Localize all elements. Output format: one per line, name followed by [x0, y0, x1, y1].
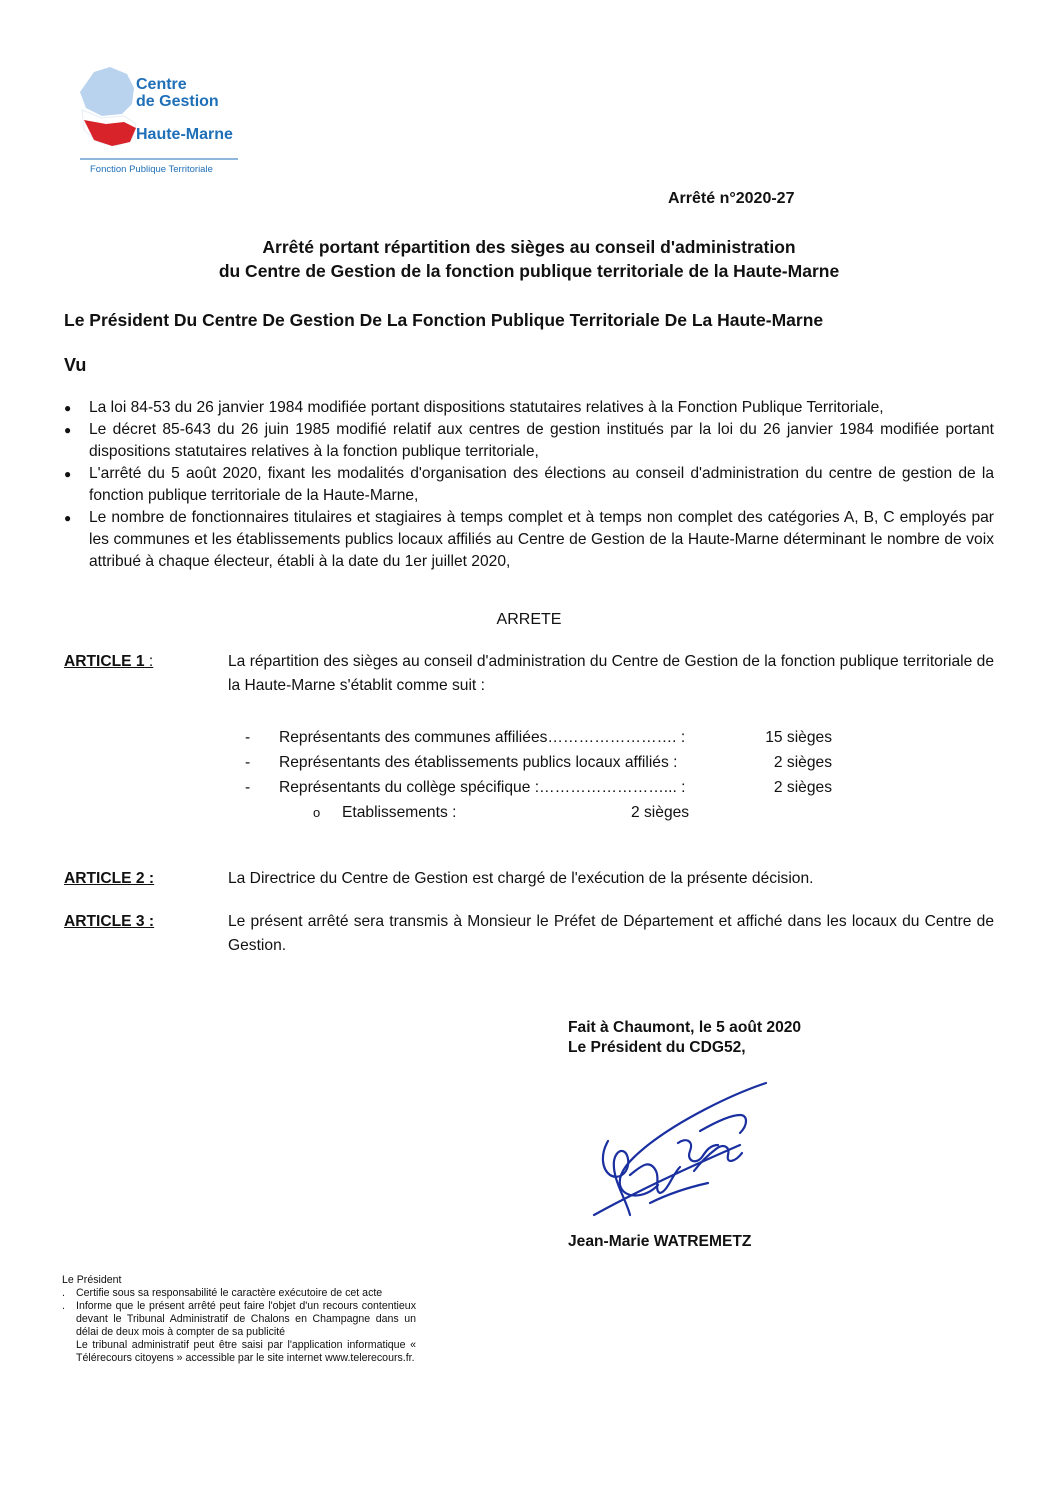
- place-date: Fait à Chaumont, le 5 août 2020: [568, 1019, 802, 1036]
- president-heading: Le Président Du Centre De Gestion De La Fonction Publique Territoriale De La Haute-Marne: [64, 310, 824, 330]
- bullet-icon: .: [62, 1287, 65, 1299]
- title-line2: du Centre de Gestion de la fonction publique territoriale de la Haute-Marne: [218, 261, 840, 281]
- logo-line1: Centre: [136, 76, 187, 93]
- bullet-icon: .: [62, 1300, 65, 1312]
- seat-label: Représentants des communes affiliées……………………. :: [279, 729, 686, 746]
- vu-heading: Vu: [64, 355, 87, 375]
- visa-item: ● La loi 84-53 du 26 janvier 1984 modifiée portant dispositions statutaires relatives à la Fonction Publique Territoriale,: [64, 397, 994, 419]
- seat-label: Représentants du collège spécifique :……………………... :: [279, 779, 686, 796]
- seat-value: 2 sièges: [773, 754, 832, 771]
- footer-extra: Le tribunal administratif peut être saisi par l'application informatique « Télérecours citoyens » accessible par le site internet www.telerecours.fr.: [76, 1339, 416, 1364]
- article-3-text: Le présent arrêté sera transmis à Monsieur le Préfet de Département et affiché dans les locaux du Centre de Gestion.: [228, 913, 994, 954]
- seat-row: -: [245, 779, 251, 796]
- visa-item: ● Le décret 85-643 du 26 juin 1985 modifié relatif aux centres de gestion institués par la loi du 26 janvier 1984 modifiée portant dispositions statutaires relatives à la fonction publique territoriale,: [64, 421, 994, 460]
- bullet-icon: ●: [64, 401, 72, 415]
- seat-row: -: [245, 754, 251, 771]
- signature-block: [568, 1018, 801, 1058]
- footer-title: Le Président: [62, 1274, 122, 1286]
- signer-name: Jean-Marie WATREMETZ: [568, 1233, 752, 1250]
- seat-value: 2 sièges: [773, 779, 832, 796]
- logo-line3: Haute-Marne: [136, 126, 233, 143]
- bullet-icon: ●: [64, 423, 72, 437]
- sub-seat-bullet: o: [313, 805, 321, 820]
- article-3-label: ARTICLE 3 :: [64, 913, 155, 930]
- article-1-label: ARTICLE 1 :: [64, 653, 154, 670]
- signer-role: Le Président du CDG52,: [568, 1039, 746, 1056]
- cdg-logo: [72, 62, 252, 182]
- article-1-text: La répartition des sièges au conseil d'administration du Centre de Gestion de la fonction publique territoriale de la Haute-Marne s'établit comme suit :: [228, 653, 994, 694]
- logo-subtitle: Fonction Publique Territoriale: [90, 164, 213, 175]
- visa-item: ● Le nombre de fonctionnaires titulaires et stagiaires à temps complet et à temps non complet des catégories A, B, C employés par les communes et les établissements publics locaux affiliés au Centre de Gestion de la Haute-Marne déterminant le nombre de voix attribué à chaque électeur, établi à la date du 1er juillet 2020,: [64, 509, 994, 570]
- seat-value: 15 sièges: [765, 729, 832, 746]
- visas-list: [64, 397, 994, 573]
- footer-item: . Certifie sous sa responsabilité le caractère exécutoire de cet acte: [62, 1287, 383, 1299]
- bullet-icon: ●: [64, 511, 72, 525]
- logo-line2: de Gestion: [136, 93, 219, 110]
- arrete-number: Arrêté n°2020-27: [668, 190, 795, 207]
- legal-footer: [62, 1274, 416, 1365]
- footer-item: . Informe que le présent arrêté peut faire l'objet d'un recours contentieux devant le Tribunal Administratif de Chalons en Champagne dans un délai de deux mois à compter de sa publicité: [62, 1300, 416, 1338]
- seat-row: -: [245, 729, 251, 746]
- sub-seat-label: Etablissements :: [342, 804, 457, 821]
- seat-label: Représentants des établissements publics locaux affiliés :: [279, 754, 678, 771]
- article-2-text: La Directrice du Centre de Gestion est chargé de l'exécution de la présente décision.: [228, 870, 814, 887]
- bullet-icon: ●: [64, 467, 72, 481]
- sub-seat-value: 2 sièges: [631, 804, 690, 821]
- article-2-label: ARTICLE 2 :: [64, 870, 155, 887]
- handwritten-signature: [590, 1075, 780, 1225]
- title-line1: Arrêté portant répartition des sièges au conseil d'administration: [262, 237, 796, 257]
- arrete-heading: ARRETE: [496, 611, 562, 628]
- visa-item: ● L'arrêté du 5 août 2020, fixant les modalités d'organisation des élections au conseil d'administration du centre de gestion de la fonction publique territoriale de la Haute-Marne,: [64, 465, 994, 504]
